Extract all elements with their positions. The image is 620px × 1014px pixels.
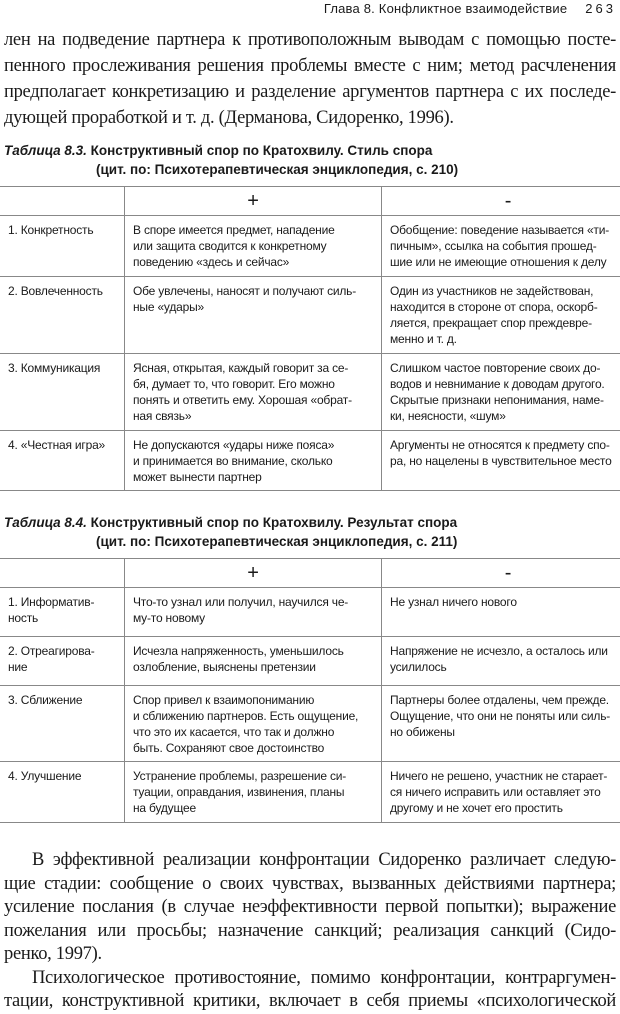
cell-line: но обижены <box>390 724 620 740</box>
cell-line: Обе увлечены, наносят и получают силь- <box>133 283 376 299</box>
column-header <box>0 559 125 588</box>
text-line: предполагает конкретизацию и разделение аргументов партнера с их последе- <box>4 79 616 105</box>
table-row <box>0 431 620 491</box>
cell-line: усилилось <box>390 659 620 675</box>
column-header: - <box>382 559 620 588</box>
cell-plus <box>125 431 382 491</box>
cell-line: что это их касается, что так и должно <box>133 724 376 740</box>
cell-name <box>0 637 125 686</box>
table-source: (цит. по: Психотерапевтическая энциклопедия, с. 210) <box>4 160 620 179</box>
cell-line: ки, неясности, «шум» <box>390 408 620 424</box>
cell-line: Не допускаются «удары ниже пояса» <box>133 437 376 453</box>
cell-line: Напряжение не исчезло, а осталось или <box>390 643 620 659</box>
cell-line: Скрытые признаки непонимания, наме- <box>390 392 620 408</box>
cell-line: другому и не хочет его простить <box>390 800 620 816</box>
cell-name <box>0 216 125 277</box>
cell-line: Ощущение, что они не поняты или силь- <box>390 708 620 724</box>
table-title: Конструктивный спор по Кратохвилу. Стиль спора <box>91 143 433 158</box>
cell-line: может вынести партнер <box>133 469 376 485</box>
cell-minus <box>382 431 620 491</box>
cell-line: Что-то узнал или получил, научился че- <box>133 594 376 610</box>
text-line: пенного прослеживания решения проблемы вместе с ним; метод расчленения <box>4 53 616 79</box>
table-header-row <box>0 187 620 216</box>
cell-line: быть. Сохраняют свое достоинство <box>133 740 376 756</box>
table-row <box>0 354 620 431</box>
cell-line: ляется, прекращает спор преждевре- <box>390 315 620 331</box>
text-line: дующей проработкой и т. д. (Дерманова, Сидоренко, 1996). <box>4 105 616 131</box>
cell-plus <box>125 354 382 431</box>
cell-line: Ничего не решено, участник не старает- <box>390 768 620 784</box>
table-row <box>0 637 620 686</box>
page-number: 263 <box>585 1 616 16</box>
cell-minus <box>382 762 620 823</box>
cell-line: Не узнал ничего нового <box>390 594 620 610</box>
cell-line: бя, думает то, что говорит. Его можно <box>133 376 376 392</box>
cell-name <box>0 686 125 762</box>
text-line: Психологическое противостояние, помимо конфронтации, контраргумен- <box>4 967 616 991</box>
cell-line: водов и невнимание к доводам другого. <box>390 376 620 392</box>
text-line: щие стадии: сообщение о своих чувствах, вызванных действиями партнера; <box>4 873 616 897</box>
table-header-row <box>0 559 620 588</box>
cell-line: ные «удары» <box>133 299 376 315</box>
cell-line: ся ничего исправить или оставляет это <box>390 784 620 800</box>
cell-minus <box>382 637 620 686</box>
cell-line: шие или не имеющие отношения к делу <box>390 254 620 270</box>
paragraph-1 <box>4 27 616 131</box>
cell-line: 3. Сближение <box>8 692 119 708</box>
table-row <box>0 216 620 277</box>
cell-line: Устранение проблемы, разрешение си- <box>133 768 376 784</box>
table-row <box>0 686 620 762</box>
cell-line: или защита сводится к конкретному <box>133 238 376 254</box>
cell-name <box>0 354 125 431</box>
column-header: + <box>125 559 382 588</box>
paragraph-2 <box>4 849 616 967</box>
table-8-3 <box>0 186 620 491</box>
cell-line: Обобщение: поведение называется «ти- <box>390 222 620 238</box>
cell-line: 4. «Честная игра» <box>8 437 119 453</box>
paragraph-3 <box>4 967 616 1014</box>
cell-line: ность <box>8 610 119 626</box>
running-header <box>0 0 620 20</box>
text-line: В эффективной реализации конфронтации Сидоренко различает следую- <box>4 849 616 873</box>
column-header: + <box>125 187 382 216</box>
cell-line: В споре имеется предмет, нападение <box>133 222 376 238</box>
cell-line: 3. Коммуникация <box>8 360 119 376</box>
cell-plus <box>125 637 382 686</box>
cell-line: Партнеры более отдалены, чем прежде. <box>390 692 620 708</box>
cell-plus <box>125 588 382 637</box>
cell-name <box>0 431 125 491</box>
cell-line: находится в стороне от спора, оскорб- <box>390 299 620 315</box>
cell-line: озлобление, выяснены претензии <box>133 659 376 675</box>
table-label: Таблица 8.3. <box>4 143 87 158</box>
table-label: Таблица 8.4. <box>4 515 87 530</box>
cell-minus <box>382 588 620 637</box>
table-8-4-caption <box>4 513 620 551</box>
cell-line: и сближению партнеров. Есть ощущение, <box>133 708 376 724</box>
table-row <box>0 588 620 637</box>
cell-line: на будущее <box>133 800 376 816</box>
cell-line: Слишком частое повторение своих до- <box>390 360 620 376</box>
cell-line: 2. Отреагирова- <box>8 643 119 659</box>
cell-plus <box>125 277 382 354</box>
table-source: (цит. по: Психотерапевтическая энциклопедия, с. 211) <box>4 532 620 551</box>
table-title: Конструктивный спор по Кратохвилу. Результат спора <box>91 515 457 530</box>
cell-line: менно и т. д. <box>390 331 620 347</box>
cell-line: 1. Конкретность <box>8 222 119 238</box>
cell-name <box>0 588 125 637</box>
cell-plus <box>125 216 382 277</box>
cell-line: му-то новому <box>133 610 376 626</box>
text-line: ренко, 1997). <box>4 943 616 967</box>
cell-line: ние <box>8 659 119 675</box>
cell-plus <box>125 762 382 823</box>
cell-minus <box>382 354 620 431</box>
table-row <box>0 762 620 823</box>
cell-line: Спор привел к взаимопониманию <box>133 692 376 708</box>
cell-line: 2. Вовлеченность <box>8 283 119 299</box>
cell-line: туации, оправдания, извинения, планы <box>133 784 376 800</box>
column-header: - <box>382 187 620 216</box>
cell-minus <box>382 686 620 762</box>
cell-line: Аргументы не относятся к предмету спо- <box>390 437 620 453</box>
cell-line: понять и ответить ему. Хорошая «обрат- <box>133 392 376 408</box>
cell-line: Исчезла напряженность, уменьшилось <box>133 643 376 659</box>
cell-line: ная связь» <box>133 408 376 424</box>
cell-line: пичным», ссылка на события прошед- <box>390 238 620 254</box>
text-line: усиление послания (в случае неэффективности первой попытки); выражение <box>4 896 616 920</box>
table-8-4 <box>0 558 620 823</box>
cell-line: 1. Информатив- <box>8 594 119 610</box>
table-8-3-caption <box>4 141 620 179</box>
text-line: пожелания или просьбы; назначение санкций; реализация санкций (Сидо- <box>4 920 616 944</box>
cell-name <box>0 277 125 354</box>
cell-minus <box>382 216 620 277</box>
cell-name <box>0 762 125 823</box>
cell-line: Один из участников не задействован, <box>390 283 620 299</box>
cell-line: ра, но нацелены в чувствительное место <box>390 453 620 469</box>
cell-minus <box>382 277 620 354</box>
table-row <box>0 277 620 354</box>
cell-line: и принимается во внимание, сколько <box>133 453 376 469</box>
text-line: лен на подведение партнера к противоположным выводам с помощью посте- <box>4 27 616 53</box>
cell-line: Ясная, открытая, каждый говорит за се- <box>133 360 376 376</box>
cell-line: 4. Улучшение <box>8 768 119 784</box>
cell-line: поведению «здесь и сейчас» <box>133 254 376 270</box>
chapter-title: Глава 8. Конфликтное взаимодействие <box>324 1 567 16</box>
text-line: тации, конструктивной критики, включает в себя приемы «психологической <box>4 990 616 1014</box>
column-header <box>0 187 125 216</box>
cell-plus <box>125 686 382 762</box>
